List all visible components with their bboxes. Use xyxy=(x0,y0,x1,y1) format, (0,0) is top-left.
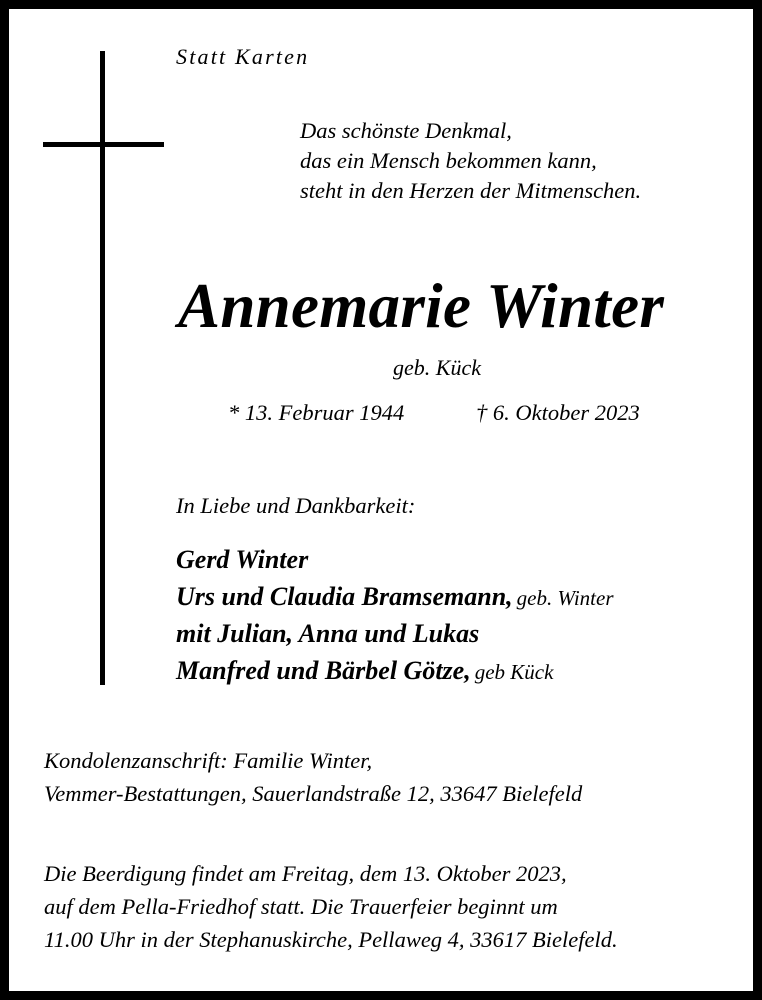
quote-line: das ein Mensch bekommen kann, xyxy=(300,148,597,173)
funeral-line: 11.00 Uhr in der Stephanuskirche, Pellaweg 4, 33617 Bielefeld. xyxy=(44,927,618,952)
memorial-quote xyxy=(300,116,641,206)
header-statt-karten: Statt Karten xyxy=(176,44,310,69)
cross-horizontal-bar xyxy=(43,142,164,147)
mourners-intro: In Liebe und Dankbarkeit: xyxy=(176,493,416,518)
deceased-name: Annemarie Winter xyxy=(178,271,665,341)
mourner-name: Manfred und Bärbel Götze, xyxy=(176,656,471,685)
quote-line: Das schönste Denkmal, xyxy=(300,118,512,143)
funeral-line: auf dem Pella-Friedhof statt. Die Trauerfeier beginnt um xyxy=(44,894,558,919)
mourner-entry xyxy=(176,541,614,578)
death-date: † 6. Oktober 2023 xyxy=(476,400,640,425)
mourner-entry xyxy=(176,578,614,615)
maiden-name: geb. Kück xyxy=(393,355,481,380)
mourner-name: Urs und Claudia Bramsemann, xyxy=(176,582,513,611)
mourner-note: geb Kück xyxy=(474,660,554,684)
mourner-name: Gerd Winter xyxy=(176,545,309,574)
funeral-line: Die Beerdigung findet am Freitag, dem 13. Oktober 2023, xyxy=(44,861,567,886)
mourner-entry xyxy=(176,652,614,689)
funeral-details xyxy=(44,857,618,956)
mourner-name: mit Julian, Anna und Lukas xyxy=(176,619,480,648)
mourners-list xyxy=(176,541,614,689)
quote-line: steht in den Herzen der Mitmenschen. xyxy=(300,178,642,203)
mourner-entry xyxy=(176,615,614,652)
mourner-note: geb. Winter xyxy=(516,586,614,610)
birth-date: * 13. Februar 1944 xyxy=(228,400,405,425)
condolence-address xyxy=(44,744,582,810)
condolence-line: Vemmer-Bestattungen, Sauerlandstraße 12, 33647 Bielefeld xyxy=(44,781,583,806)
condolence-line: Kondolenzanschrift: Familie Winter, xyxy=(44,748,373,773)
